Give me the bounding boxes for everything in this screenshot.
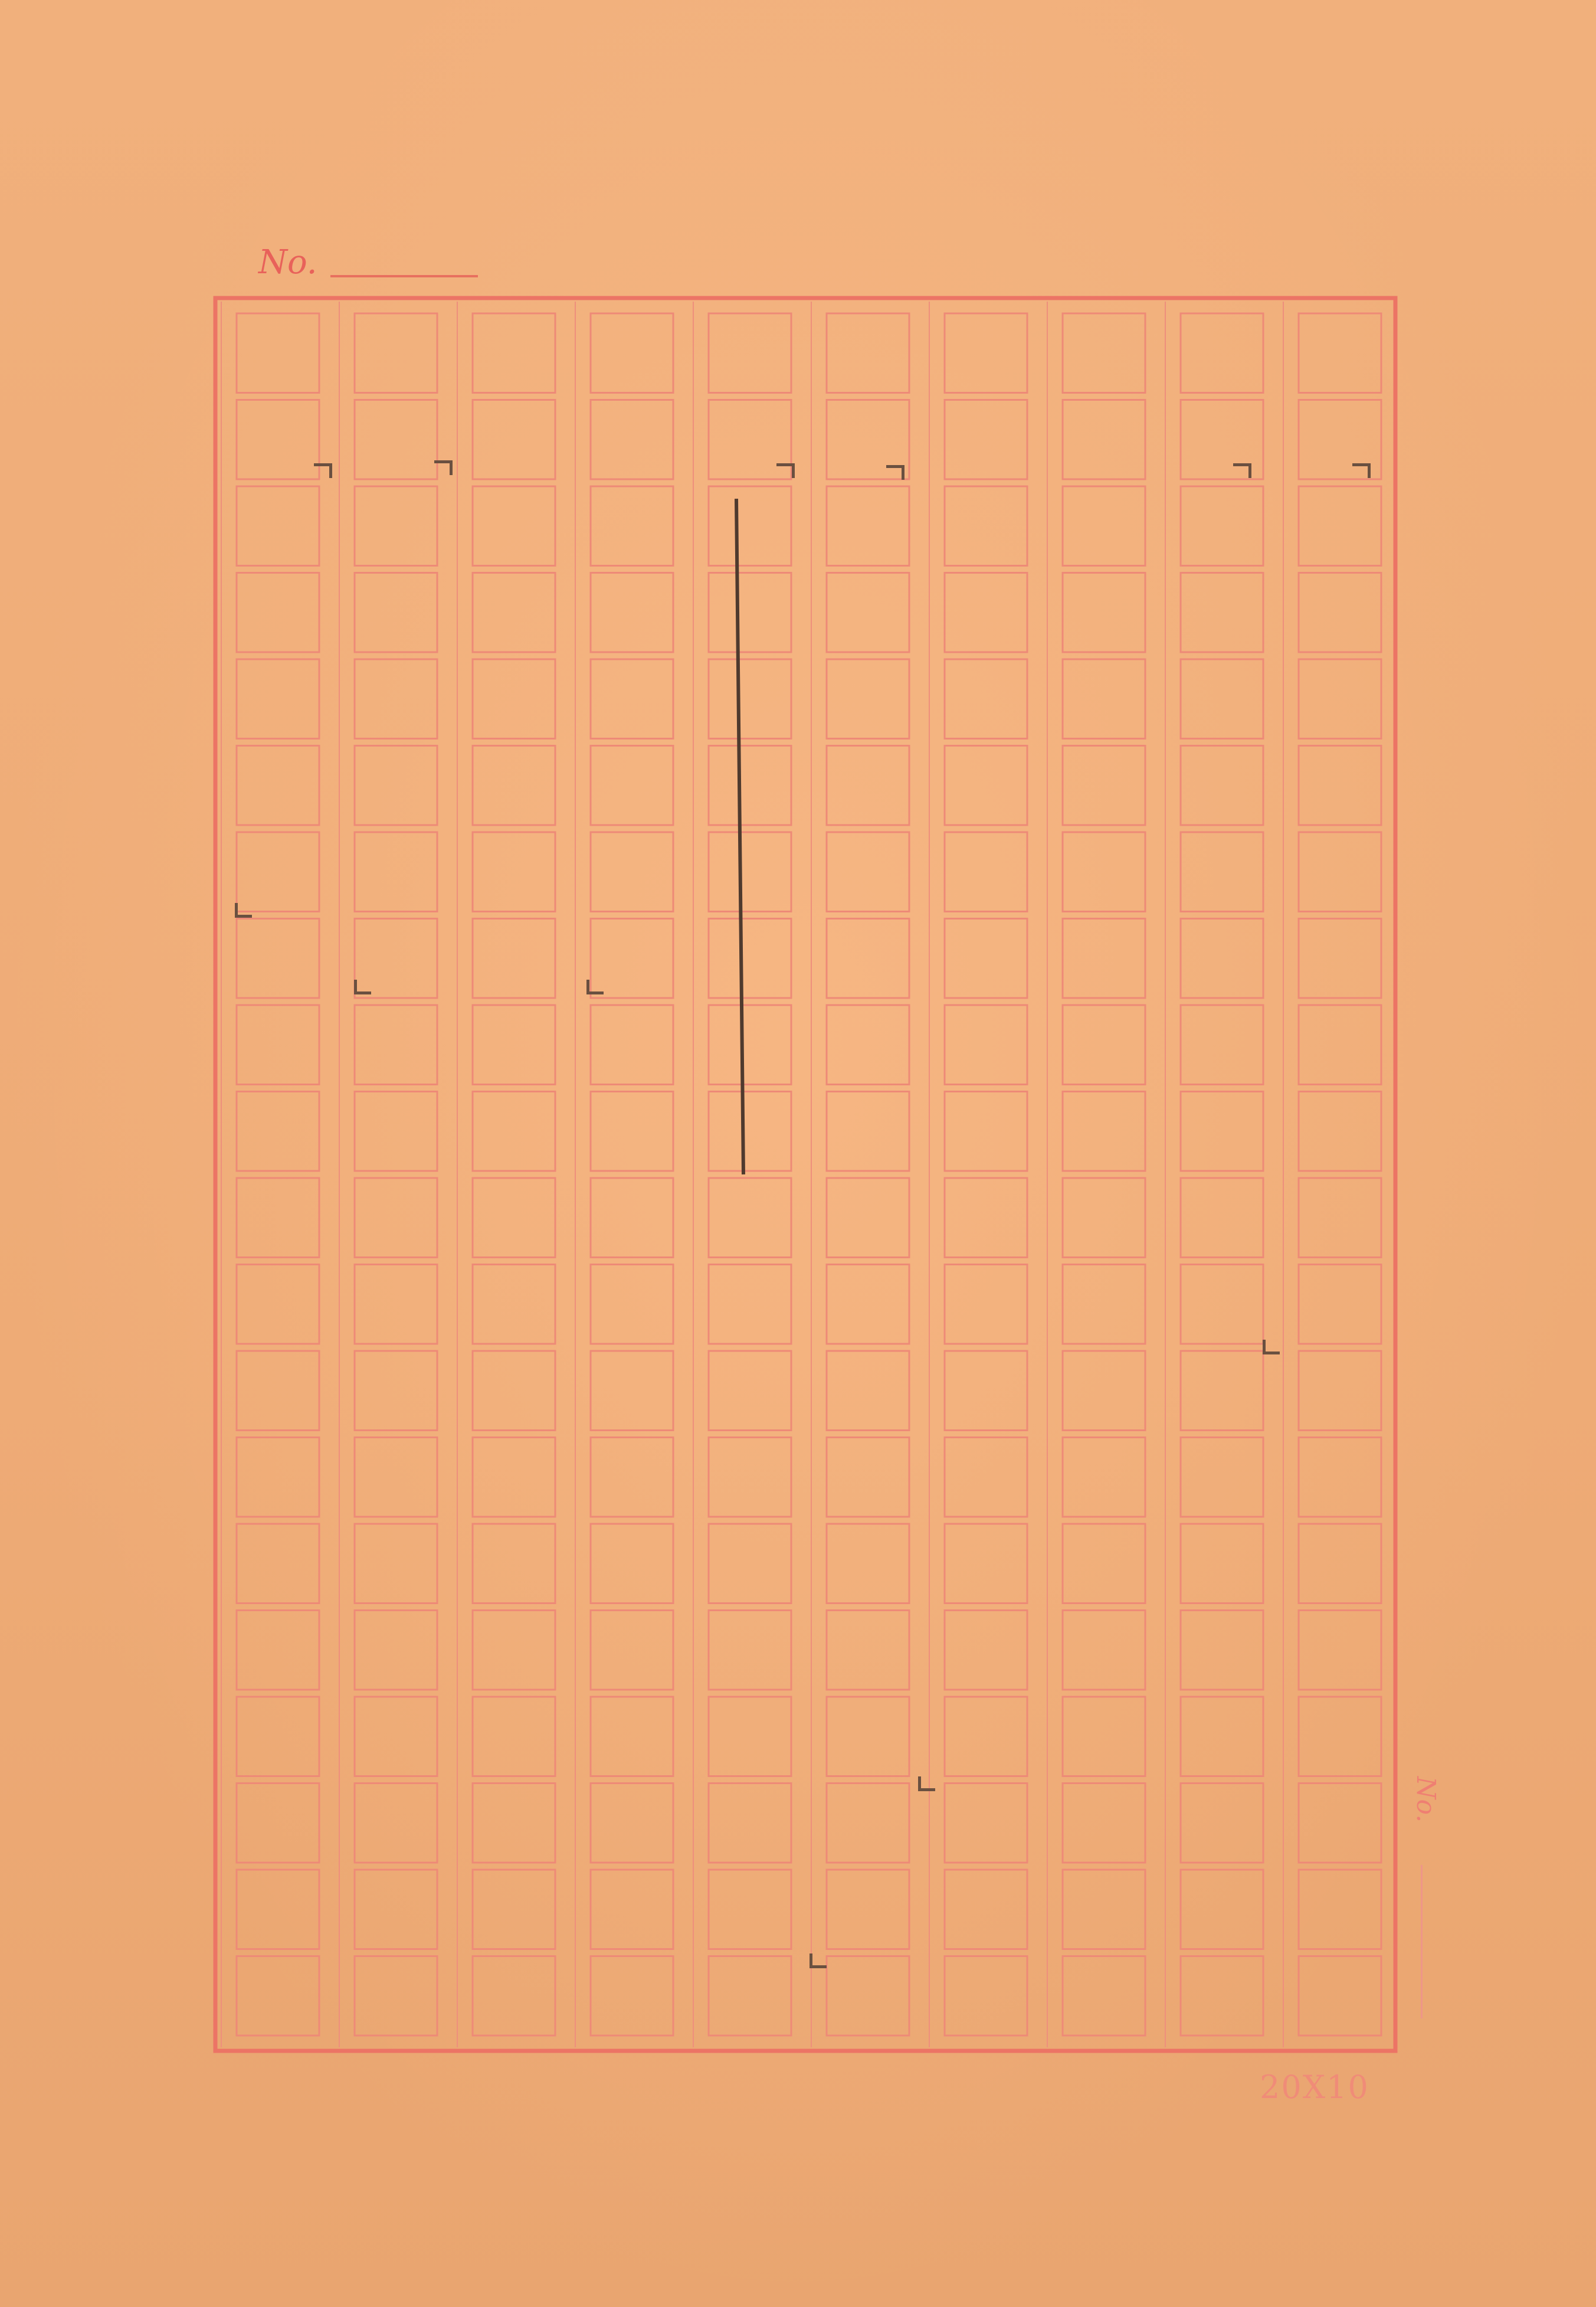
manuscript-char bbox=[1310, 1966, 1369, 2025]
manuscript-char bbox=[956, 1966, 1015, 2025]
manuscript-char bbox=[1310, 1794, 1369, 1853]
manuscript-char bbox=[602, 1621, 661, 1680]
manuscript-char bbox=[720, 1880, 779, 1939]
manuscript-char bbox=[602, 583, 661, 642]
manuscript-char bbox=[720, 1188, 779, 1247]
close-quote-mark bbox=[354, 980, 371, 994]
manuscript-char bbox=[720, 496, 779, 555]
manuscript-char bbox=[602, 1188, 661, 1247]
manuscript-char bbox=[956, 756, 1015, 815]
margin-stamp-text: No. bbox=[1411, 1776, 1441, 1823]
manuscript-char bbox=[720, 1534, 779, 1593]
manuscript-char bbox=[956, 410, 1015, 469]
manuscript-char bbox=[248, 842, 307, 901]
manuscript-char bbox=[1310, 323, 1369, 382]
close-quote-mark bbox=[918, 1776, 935, 1791]
manuscript-char bbox=[1074, 929, 1133, 988]
manuscript-char bbox=[838, 1015, 897, 1074]
manuscript-char bbox=[366, 1188, 425, 1247]
margin-stamp bbox=[1411, 1776, 1441, 2024]
manuscript-char bbox=[484, 929, 543, 988]
manuscript-char bbox=[956, 1361, 1015, 1420]
manuscript-char bbox=[1310, 496, 1369, 555]
manuscript-char bbox=[366, 1361, 425, 1420]
manuscript-char bbox=[956, 1707, 1015, 1766]
manuscript-char bbox=[484, 1361, 543, 1420]
manuscript-char bbox=[1074, 1707, 1133, 1766]
manuscript-char bbox=[484, 410, 543, 469]
manuscript-char bbox=[484, 756, 543, 815]
manuscript-char bbox=[602, 1275, 661, 1334]
manuscript-char bbox=[956, 1794, 1015, 1853]
manuscript-char bbox=[838, 1102, 897, 1161]
manuscript-char bbox=[1074, 1015, 1133, 1074]
manuscript-char bbox=[602, 1880, 661, 1939]
manuscript-char bbox=[956, 496, 1015, 555]
manuscript-char bbox=[838, 583, 897, 642]
manuscript-char bbox=[1310, 1534, 1369, 1593]
open-quote-mark bbox=[434, 460, 453, 475]
page-number-label: No. bbox=[258, 243, 317, 282]
manuscript-char bbox=[1074, 842, 1133, 901]
manuscript-char bbox=[484, 583, 543, 642]
manuscript-char bbox=[956, 1015, 1015, 1074]
manuscript-char bbox=[248, 669, 307, 728]
manuscript-char bbox=[602, 669, 661, 728]
manuscript-char bbox=[602, 842, 661, 901]
manuscript-char bbox=[602, 1794, 661, 1853]
manuscript-char bbox=[720, 1361, 779, 1420]
manuscript-char bbox=[248, 583, 307, 642]
manuscript-char bbox=[1074, 1880, 1133, 1939]
manuscript-char bbox=[1192, 1102, 1251, 1161]
manuscript-char bbox=[602, 496, 661, 555]
manuscript-char bbox=[838, 1880, 897, 1939]
manuscript-char bbox=[838, 1361, 897, 1420]
manuscript-char bbox=[366, 1621, 425, 1680]
manuscript-char bbox=[1310, 1275, 1369, 1334]
manuscript-char bbox=[956, 842, 1015, 901]
manuscript-char bbox=[1074, 1361, 1133, 1420]
manuscript-char bbox=[1192, 496, 1251, 555]
manuscript-char bbox=[248, 1275, 307, 1334]
manuscript-char bbox=[1074, 1102, 1133, 1161]
manuscript-char bbox=[1310, 410, 1369, 469]
manuscript-char bbox=[366, 756, 425, 815]
open-quote-mark bbox=[1233, 463, 1251, 478]
manuscript-char bbox=[248, 1102, 307, 1161]
manuscript-char bbox=[1074, 1794, 1133, 1853]
manuscript-char bbox=[484, 1188, 543, 1247]
manuscript-char bbox=[838, 1621, 897, 1680]
manuscript-char bbox=[838, 1966, 897, 2025]
manuscript-char bbox=[602, 1448, 661, 1507]
manuscript-char bbox=[248, 1534, 307, 1593]
manuscript-char bbox=[248, 929, 307, 988]
manuscript-char bbox=[838, 1794, 897, 1853]
manuscript-char bbox=[248, 1880, 307, 1939]
manuscript-char bbox=[248, 496, 307, 555]
close-quote-mark bbox=[1263, 1340, 1280, 1354]
manuscript-char bbox=[602, 1534, 661, 1593]
manuscript-char bbox=[484, 1966, 543, 2025]
manuscript-char bbox=[838, 842, 897, 901]
manuscript-char bbox=[1192, 1015, 1251, 1074]
manuscript-char bbox=[602, 1102, 661, 1161]
manuscript-char bbox=[720, 1794, 779, 1853]
manuscript-char bbox=[720, 756, 779, 815]
open-quote-mark bbox=[314, 463, 332, 478]
manuscript-char bbox=[1310, 1102, 1369, 1161]
close-quote-mark bbox=[810, 1953, 827, 1968]
manuscript-char bbox=[484, 1534, 543, 1593]
manuscript-char bbox=[956, 1188, 1015, 1247]
manuscript-char bbox=[1192, 842, 1251, 901]
manuscript-char bbox=[1192, 929, 1251, 988]
manuscript-char bbox=[838, 756, 897, 815]
manuscript-char bbox=[956, 1534, 1015, 1593]
manuscript-char bbox=[602, 1966, 661, 2025]
manuscript-char bbox=[366, 410, 425, 469]
manuscript-char bbox=[248, 1188, 307, 1247]
manuscript-char bbox=[248, 410, 307, 469]
manuscript-char bbox=[248, 1448, 307, 1507]
manuscript-char bbox=[484, 1880, 543, 1939]
manuscript-char bbox=[484, 1275, 543, 1334]
manuscript-char bbox=[956, 1275, 1015, 1334]
manuscript-char bbox=[1192, 323, 1251, 382]
manuscript-char bbox=[1074, 1275, 1133, 1334]
manuscript-char bbox=[1074, 496, 1133, 555]
manuscript-char bbox=[720, 1707, 779, 1766]
manuscript-char bbox=[1310, 1880, 1369, 1939]
manuscript-char bbox=[1192, 1275, 1251, 1334]
manuscript-char bbox=[956, 583, 1015, 642]
manuscript-char bbox=[838, 1707, 897, 1766]
manuscript-char bbox=[838, 410, 897, 469]
manuscript-char bbox=[1074, 1966, 1133, 2025]
manuscript-char bbox=[720, 323, 779, 382]
manuscript-char bbox=[366, 1275, 425, 1334]
manuscript-char bbox=[484, 1707, 543, 1766]
manuscript-char bbox=[1074, 669, 1133, 728]
manuscript-char bbox=[1074, 1188, 1133, 1247]
open-quote-mark bbox=[776, 463, 795, 478]
manuscript-char bbox=[602, 756, 661, 815]
manuscript-char bbox=[248, 1621, 307, 1680]
manuscript-char bbox=[1310, 1707, 1369, 1766]
manuscript-char bbox=[366, 929, 425, 988]
open-quote-mark bbox=[886, 465, 904, 480]
manuscript-char bbox=[248, 1361, 307, 1420]
manuscript-char bbox=[720, 669, 779, 728]
manuscript-char bbox=[1310, 1448, 1369, 1507]
manuscript-char bbox=[366, 1707, 425, 1766]
manuscript-char bbox=[366, 1102, 425, 1161]
manuscript-char bbox=[366, 1880, 425, 1939]
manuscript-char bbox=[956, 1880, 1015, 1939]
manuscript-char bbox=[602, 410, 661, 469]
manuscript-char bbox=[484, 1015, 543, 1074]
manuscript-char bbox=[720, 1621, 779, 1680]
manuscript-char bbox=[720, 1102, 779, 1161]
manuscript-char bbox=[1310, 1361, 1369, 1420]
manuscript-char bbox=[366, 1966, 425, 2025]
manuscript-char bbox=[1192, 669, 1251, 728]
close-quote-mark bbox=[235, 903, 252, 918]
manuscript-char bbox=[366, 1448, 425, 1507]
manuscript-char bbox=[248, 1966, 307, 2025]
manuscript-char bbox=[956, 929, 1015, 988]
manuscript-char bbox=[1192, 1448, 1251, 1507]
manuscript-char bbox=[366, 323, 425, 382]
close-quote-mark bbox=[586, 980, 604, 994]
manuscript-char bbox=[366, 496, 425, 555]
manuscript-char bbox=[720, 1448, 779, 1507]
manuscript-char bbox=[1310, 1188, 1369, 1247]
manuscript-char bbox=[366, 669, 425, 728]
manuscript-char bbox=[956, 669, 1015, 728]
manuscript-char bbox=[602, 323, 661, 382]
manuscript-char bbox=[1074, 583, 1133, 642]
manuscript-char bbox=[720, 1275, 779, 1334]
manuscript-char bbox=[1192, 410, 1251, 469]
manuscript-char bbox=[838, 496, 897, 555]
manuscript-char bbox=[1192, 1794, 1251, 1853]
manuscript-char bbox=[602, 1361, 661, 1420]
manuscript-char bbox=[1192, 1534, 1251, 1593]
manuscript-char bbox=[1310, 929, 1369, 988]
grid-size-code: 20X10 bbox=[1260, 2069, 1369, 2106]
manuscript-char bbox=[956, 1102, 1015, 1161]
manuscript-char bbox=[248, 1707, 307, 1766]
manuscript-char bbox=[1074, 323, 1133, 382]
manuscript-char bbox=[1192, 1361, 1251, 1420]
manuscript-char bbox=[1074, 1621, 1133, 1680]
manuscript-char bbox=[602, 1015, 661, 1074]
manuscript-char bbox=[720, 1015, 779, 1074]
manuscript-char bbox=[1074, 756, 1133, 815]
manuscript-char bbox=[484, 1448, 543, 1507]
manuscript-char bbox=[838, 929, 897, 988]
manuscript-char bbox=[838, 323, 897, 382]
manuscript-char bbox=[720, 410, 779, 469]
manuscript-char bbox=[1310, 669, 1369, 728]
manuscript-char bbox=[720, 583, 779, 642]
manuscript-char bbox=[1192, 1707, 1251, 1766]
manuscript-char bbox=[1192, 583, 1251, 642]
manuscript-char bbox=[602, 929, 661, 988]
manuscript-char bbox=[366, 1015, 425, 1074]
manuscript-char bbox=[720, 842, 779, 901]
manuscript-char bbox=[366, 1534, 425, 1593]
manuscript-char bbox=[484, 669, 543, 728]
manuscript-char bbox=[838, 1275, 897, 1334]
manuscript-char bbox=[838, 1448, 897, 1507]
manuscript-char bbox=[838, 669, 897, 728]
manuscript-char bbox=[1310, 756, 1369, 815]
manuscript-char bbox=[366, 583, 425, 642]
manuscript-char bbox=[248, 1015, 307, 1074]
manuscript-char bbox=[484, 1621, 543, 1680]
manuscript-char bbox=[1192, 1621, 1251, 1680]
manuscript-char bbox=[602, 1707, 661, 1766]
manuscript-char bbox=[1310, 842, 1369, 901]
manuscript-char bbox=[838, 1188, 897, 1247]
manuscript-char bbox=[1074, 410, 1133, 469]
manuscript-char bbox=[248, 756, 307, 815]
manuscript-char bbox=[366, 1794, 425, 1853]
manuscript-char bbox=[1192, 1880, 1251, 1939]
open-quote-mark bbox=[1352, 463, 1371, 478]
manuscript-char bbox=[956, 1621, 1015, 1680]
manuscript-char bbox=[1310, 1621, 1369, 1680]
manuscript-char bbox=[838, 1534, 897, 1593]
manuscript-char bbox=[1192, 1188, 1251, 1247]
manuscript-char bbox=[248, 1794, 307, 1853]
manuscript-char bbox=[720, 929, 779, 988]
manuscript-char bbox=[1192, 1966, 1251, 2025]
manuscript-char bbox=[956, 1448, 1015, 1507]
manuscript-char bbox=[484, 1794, 543, 1853]
manuscript-char bbox=[248, 323, 307, 382]
manuscript-char bbox=[484, 842, 543, 901]
manuscript-char bbox=[1310, 1015, 1369, 1074]
manuscript-char bbox=[484, 323, 543, 382]
manuscript-char bbox=[1074, 1448, 1133, 1507]
manuscript-char bbox=[366, 842, 425, 901]
manuscript-char bbox=[484, 1102, 543, 1161]
manuscript-char bbox=[1310, 583, 1369, 642]
manuscript-char bbox=[1074, 1534, 1133, 1593]
manuscript-char bbox=[484, 496, 543, 555]
manuscript-char bbox=[956, 323, 1015, 382]
manuscript-char bbox=[720, 1966, 779, 2025]
manuscript-char bbox=[1192, 756, 1251, 815]
